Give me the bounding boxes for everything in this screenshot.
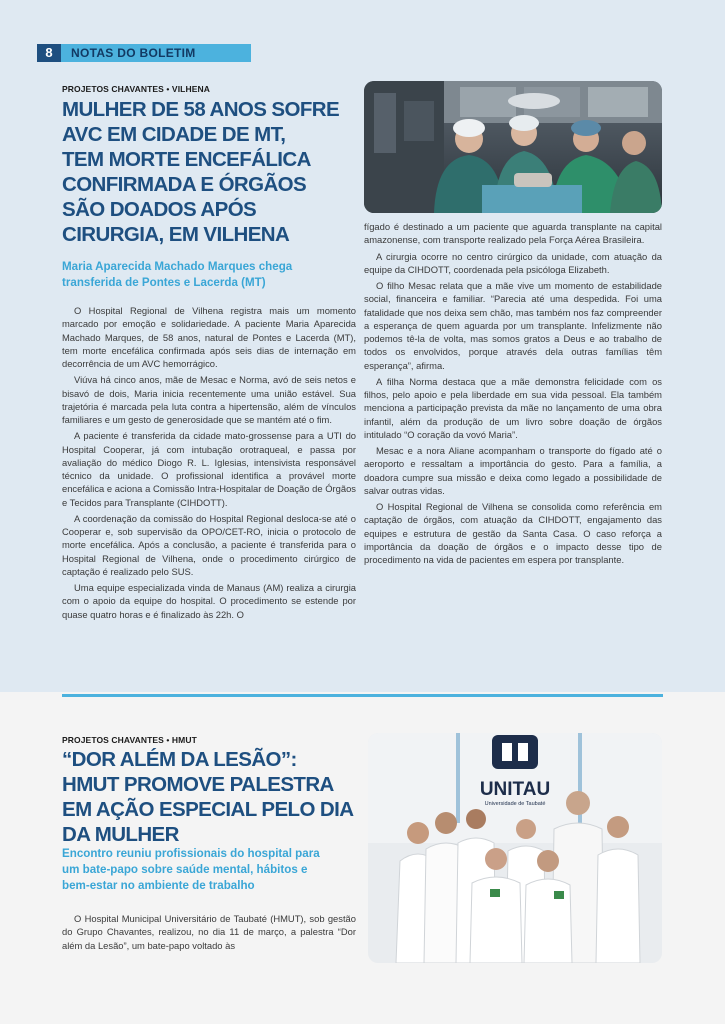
page-number: 8 — [37, 44, 61, 62]
article1-left-column — [62, 304, 356, 624]
unitau-logo — [492, 735, 538, 769]
paragraph: A coordenação da comissão do Hospital Regional desloca-se até o Cooperar e, sob supervisão da OPO/CET-RO, inicia o protocolo de morte encefálica. Após a conclusão, a paciente é transferida para o Hospital Regional de Vilhena, onde o procedimento cirúrgico de captação é realizado pelo SUS. — [62, 512, 356, 577]
headline-line: MULHER DE 58 ANOS SOFRE — [62, 98, 340, 121]
surgery-photo-illustration — [364, 81, 662, 213]
team-photo — [368, 733, 662, 963]
headline-line: DA MULHER — [62, 823, 179, 846]
paragraph: Uma equipe especializada vinda de Manaus (AM) realiza a cirurgia com o apoio da equipe do hospital. O procedimento se estende por quase quatro horas e é finalizado às 22h. O — [62, 582, 356, 620]
subtitle-line: bem-estar no ambiente de trabalho — [62, 879, 255, 892]
article2-kicker: PROJETOS CHAVANTES • HMUT — [62, 735, 197, 745]
headline-line: EM AÇÃO ESPECIAL PELO DIA — [62, 798, 354, 821]
paragraph: fígado é destinado a um paciente que aguarda transplante na capital amazonense, com transporte realizado pela Força Aérea Brasileira. — [364, 221, 662, 246]
article2-headline — [62, 747, 362, 847]
headline-line: SÃO DOADOS APÓS — [62, 198, 257, 221]
article1-subtitle — [62, 259, 362, 291]
paragraph: A paciente é transferida da cidade mato-grossense para a UTI do Hospital Cooperar, já com intubação orotraqueal, e passa por avaliação do médico Diogo R. L. Iglesias, intensivista responsável técnico da unidade. O profissional identifica a provável morte encefálica e aciona a Comissão Intra-Hospitalar de Doação de Órgãos e Tecidos para Transplante (CIHDOTT). — [62, 430, 356, 508]
subtitle-line: um bate-papo sobre saúde mental, hábitos e — [62, 863, 308, 876]
paragraph: O Hospital Regional de Vilhena se consolida como referência em captação de órgãos, com atuação da CIHDOTT, engajamento das equipes e estrutura de gestão da Santa Casa. O caso reforça a importância da doação de órgãos e o impacto desse tipo de procedimento na vida de pacientes em espera por transplante. — [364, 501, 662, 565]
sign-brand: UNITAU — [479, 779, 551, 800]
section-banner: NOTAS DO BOLETIM — [61, 44, 251, 62]
article1-kicker: PROJETOS CHAVANTES • VILHENA — [62, 84, 210, 94]
subtitle-line: Maria Aparecida Machado Marques chega — [62, 260, 293, 273]
surgery-photo — [364, 81, 662, 213]
headline-line: HMUT PROMOVE PALESTRA — [62, 773, 334, 796]
headline-line: “DOR ALÉM DA LESÃO”: — [62, 748, 297, 771]
subtitle-line: Encontro reuniu profissionais do hospital para — [62, 847, 320, 860]
article2-column — [62, 912, 356, 955]
headline-line: TEM MORTE ENCEFÁLICA — [62, 148, 311, 171]
paragraph: O Hospital Municipal Universitário de Taubaté (HMUT), sob gestão do Grupo Chavantes, realizou, no dia 11 de março, a palestra “Dor além da Lesão”, um bate-papo voltado às — [62, 913, 356, 951]
article1-headline — [62, 97, 362, 247]
headline-line: CONFIRMADA E ÓRGÃOS — [62, 173, 307, 196]
paragraph: O Hospital Regional de Vilhena registra mais um momento marcado por emoção e solidariedade. A paciente Maria Aparecida Machado Marques, de 58 anos, natural de Pontes e Lacerda (MT), tem morte encefálica confirmada após seis dias de internação em decorrência de um AVC hemorrágico. — [62, 305, 356, 369]
subtitle-line: transferida de Pontes e Lacerda (MT) — [62, 276, 266, 289]
sign-tagline: Universidade de Taubaté — [484, 801, 546, 807]
paragraph: Mesac e a nora Aliane acompanham o transporte do fígado até o aeroporto e ressaltam a importância do gesto. Para a família, a doadora cumpre sua missão e deixa como legado a possibilidade de salvar outras vidas. — [364, 445, 662, 496]
headline-line: AVC EM CIDADE DE MT, — [62, 123, 286, 146]
paragraph: Viúva há cinco anos, mãe de Mesac e Norma, avó de seis netos e bisavó de dois, Maria inicia recentemente uma união estável. Sua trajetória é marcada pela luta contra a hipertensão, além de vínculos familiares e um gesto de generosidade que se mantém até o fim. — [62, 374, 356, 425]
paragraph: A cirurgia ocorre no centro cirúrgico da unidade, com atuação da equipe da CIHDOTT, coordenada pela psicóloga Elizabeth. — [364, 250, 662, 275]
article1-right-column — [364, 220, 662, 569]
headline-line: CIRURGIA, EM VILHENA — [62, 223, 290, 246]
paragraph: O filho Mesac relata que a mãe vive um momento de estabilidade social, financeira e familiar. “Parecia até uma despedida. Foi uma fatalidade que nos deixa sem chão, mas também nos faz compreender a esperança de quem aguarda por um transplante. Infelizmente não podemos tê-la de volta, mas somos gratos a Deus e ao trabalho de todos os envolvidos, porque através dela outras famílias têm esperança”, afirma. — [364, 280, 662, 371]
section-divider — [62, 694, 663, 697]
article2-subtitle — [62, 846, 362, 894]
team-photo-illustration — [368, 733, 662, 963]
paragraph: A filha Norma destaca que a mãe demonstra felicidade com os filhos, pelo apoio e pela liberdade em sua vida pessoal. Ela também menciona a participação prevista da mãe no lançamento de uma obra infantil, além da produção de um livro sobre doação de órgãos intitulado “O coração da vovó Maria”. — [364, 375, 662, 440]
